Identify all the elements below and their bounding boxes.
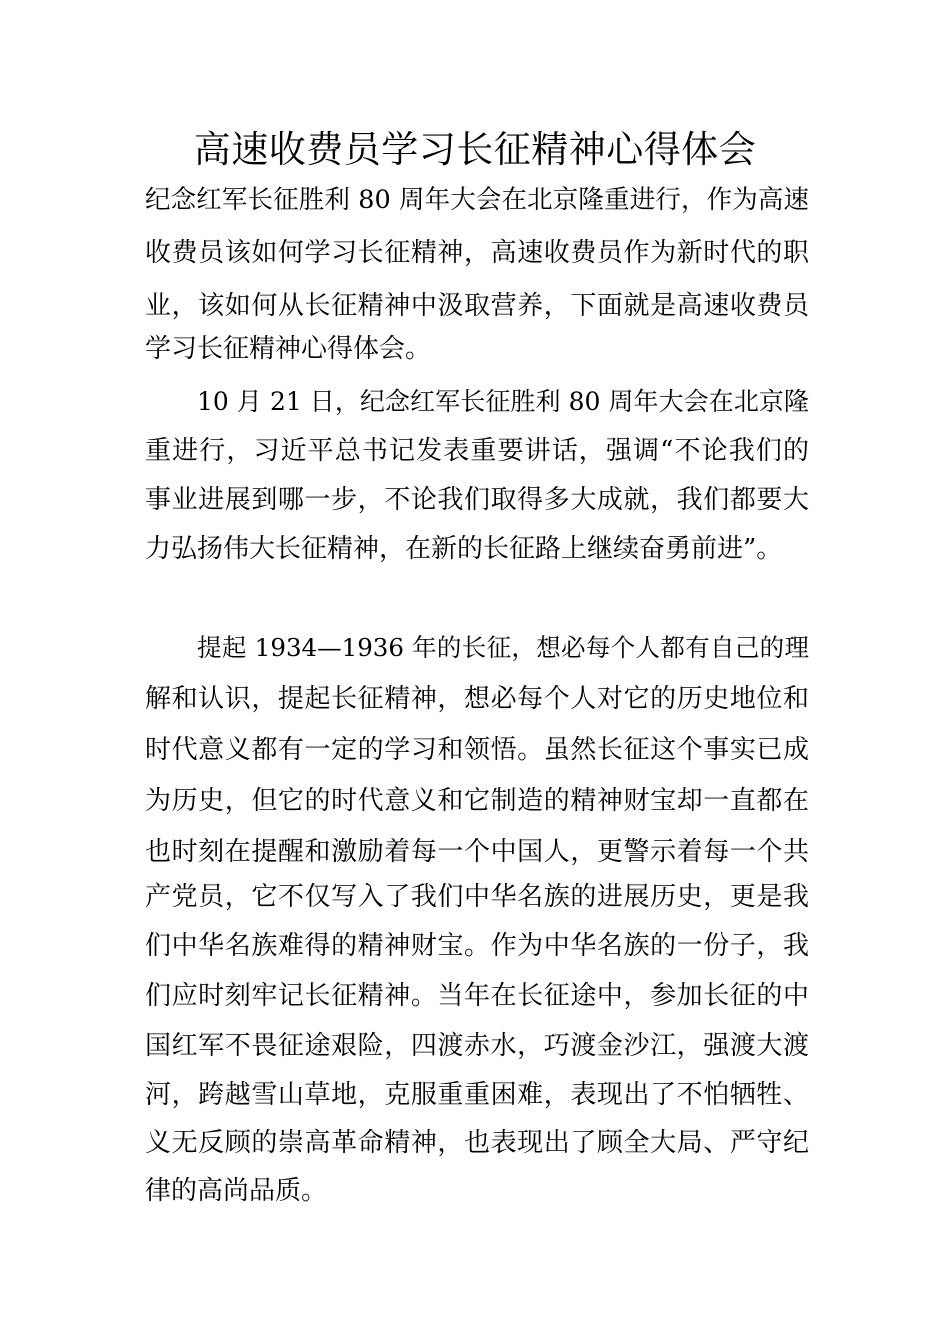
text-line: 解和认识，提起长征精神，想必每个人对它的历史地位和	[145, 684, 809, 714]
text-line: 力弘扬伟大长征精神，在新的长征路上继续奋勇前进”。	[145, 534, 783, 564]
text-line: 们应时刻牢记长征精神。当年在长征途中，参加长征的中	[145, 981, 809, 1011]
text-line: 业，该如何从长征精神中汲取营养，下面就是高速收费员	[145, 291, 809, 321]
text-line: 提起 1934—1936 年的长征，想必每个人都有自己的理	[197, 633, 809, 662]
text-line: 重进行，习近平总书记发表重要讲话，强调“不论我们的	[145, 436, 809, 466]
text-line: 也时刻在提醒和激励着每一个中国人，更警示着每一个共	[145, 837, 809, 867]
text-line: 产党员，它不仅写入了我们中华名族的进展历史，更是我	[145, 882, 809, 912]
text-line: 义无反顾的崇高革命精神，也表现出了顾全大局、严守纪	[145, 1128, 809, 1158]
text-line: 律的高尚品质。	[145, 1176, 328, 1206]
text-line: 事业进展到哪一步，不论我们取得多大成就，我们都要大	[145, 485, 809, 515]
text-line: 学习长征精神心得体会。	[145, 334, 432, 364]
text-line: 纪念红军长征胜利 80 周年大会在北京隆重进行，作为高速	[145, 185, 809, 215]
text-line: 们中华名族难得的精神财宝。作为中华名族的一份子，我	[145, 931, 809, 961]
text-line: 10 月 21 日，纪念红军长征胜利 80 周年大会在北京隆	[197, 387, 809, 416]
document-title: 高速收费员学习长征精神心得体会	[193, 128, 757, 171]
text-line: 收费员该如何学习长征精神，高速收费员作为新时代的职	[145, 238, 809, 268]
text-line: 河，跨越雪山草地，克服重重困难，表现出了不怕牺牲、	[145, 1080, 809, 1110]
text-line: 时代意义都有一定的学习和领悟。虽然长征这个事实已成	[145, 735, 809, 765]
text-line: 为历史，但它的时代意义和它制造的精神财宝却一直都在	[145, 786, 809, 816]
text-line: 国红军不畏征途艰险，四渡赤水，巧渡金沙江，强渡大渡	[145, 1031, 809, 1061]
